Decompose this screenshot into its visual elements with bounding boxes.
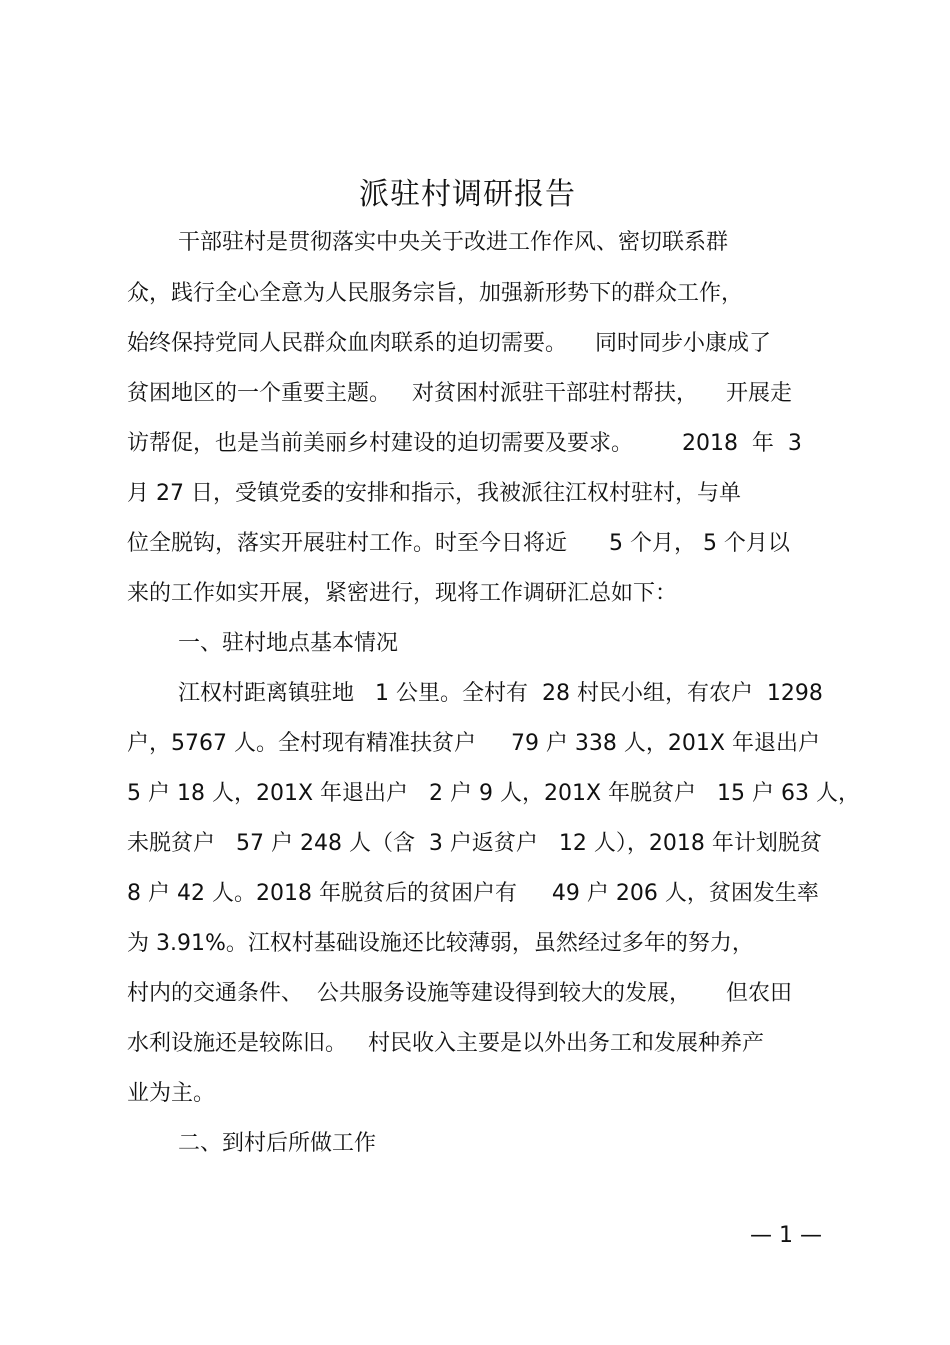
paragraph-line: 众，践行全心全意为人民服务宗旨，加强新形势下的群众工作， [127, 281, 744, 306]
section-heading: 二、到村后所做工作 [178, 1131, 377, 1156]
paragraph-line: 户，5767 人。全村现有精准扶贫户 79 户 338 人，201X 年退出户 [127, 731, 820, 756]
paragraph-line: 干部驻村是贯彻落实中央关于改进工作作风、密切联系群 [178, 230, 729, 255]
paragraph-line: 月 27 日，受镇党委的安排和指示，我被派往江权村驻村，与单 [127, 481, 741, 506]
paragraph-line: 贫困地区的一个重要主题。 对贫困村派驻干部驻村帮扶， 开展走 [127, 381, 792, 406]
paragraph-line: 江权村距离镇驻地 1 公里。全村有 28 村民小组，有农户 1298 [178, 681, 823, 706]
paragraph-line: 业为主。 [127, 1081, 216, 1106]
paragraph-line: 始终保持党同人民群众血肉联系的迫切需要。 同时同步小康成了 [127, 331, 771, 356]
page-number: — 1 — [750, 1223, 822, 1248]
paragraph-line: 村内的交通条件、 公共服务设施等建设得到较大的发展， 但农田 [127, 981, 792, 1006]
paragraph-line: 位全脱钩，落实开展驻村工作。时至今日将近 5 个月， 5 个月以 [127, 531, 790, 556]
paragraph-line: 来的工作如实开展，紧密进行，现将工作调研汇总如下： [127, 581, 678, 606]
paragraph-line: 5 户 18 人，201X 年退出户 2 户 9 人，201X 年脱贫户 15 户 63 人， [127, 781, 860, 806]
paragraph-line: 为 3.91%。江权村基础设施还比较薄弱，虽然经过多年的努力， [127, 931, 754, 956]
paragraph-line: 访帮促，也是当前美丽乡村建设的迫切需要及要求。 2018 年 3 [127, 431, 802, 456]
paragraph-line: 水利设施还是较陈旧。 村民收入主要是以外出务工和发展种养产 [127, 1031, 764, 1056]
section-heading: 一、驻村地点基本情况 [178, 631, 399, 656]
paragraph-line: 未脱贫户 57 户 248 人（含 3 户返贫户 12 人），2018 年计划脱贫 [127, 831, 822, 856]
document-title: 派驻村调研报告 [359, 177, 576, 212]
paragraph-line: 8 户 42 人。2018 年脱贫后的贫困户有 49 户 206 人，贫困发生率 [127, 881, 819, 906]
